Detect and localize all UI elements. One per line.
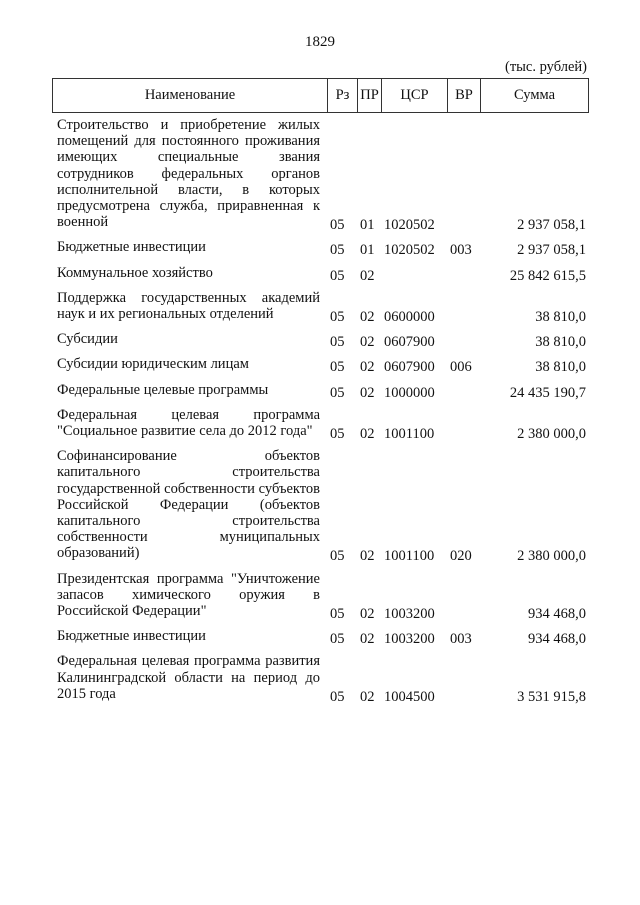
cell-csr: 1020502 [384, 242, 435, 259]
table-row [52, 382, 589, 407]
cell-rz: 05 [330, 548, 345, 565]
cell-vr [450, 334, 483, 359]
cell-rz: 05 [330, 242, 345, 259]
table-row [52, 331, 589, 356]
cell-pr: 02 [360, 606, 375, 623]
cell-csr: 0607900 [384, 359, 435, 376]
page-number: 1829 [305, 34, 335, 50]
cell-rz: 05 [330, 688, 345, 705]
cell-rz: 05 [330, 359, 345, 376]
cell-rz: 05 [330, 606, 345, 623]
cell-rz: 05 [330, 426, 345, 443]
cell-rz: 05 [330, 334, 345, 351]
cell-vr [450, 385, 483, 410]
cell-vr [450, 293, 483, 334]
cell-vr [450, 120, 483, 242]
cell-sum: 2 937 058,1 [517, 217, 586, 234]
cell-sum: 24 435 190,7 [509, 384, 586, 401]
cell-vr: 003 [450, 631, 472, 648]
table-header [52, 78, 589, 113]
cell-vr: 003 [450, 242, 472, 259]
cell-sum: 38 810,0 [535, 334, 586, 351]
cell-pr: 01 [360, 242, 375, 259]
cell-sum: 38 810,0 [535, 309, 586, 326]
cell-csr: 1004500 [384, 688, 435, 705]
cell-csr: 1003200 [384, 606, 435, 623]
cell-csr: 1020502 [384, 217, 435, 234]
cell-csr: 1001100 [384, 426, 435, 443]
cell-name: Субсидии [57, 331, 118, 348]
table-row [52, 265, 589, 290]
table-row [52, 653, 589, 711]
cell-name: Федеральные целевые программы [57, 381, 269, 398]
cell-vr: 006 [450, 359, 472, 376]
cell-sum: 38 810,0 [535, 359, 586, 376]
cell-pr: 02 [360, 267, 375, 284]
header-vr: ВР [448, 79, 481, 113]
cell-csr: 0600000 [384, 309, 435, 326]
cell-rz: 05 [330, 384, 345, 401]
header-rz: Рз [328, 79, 358, 113]
cell-name: Президентская программа "Уничтожение запасов химического оружия в Российской Федерации" [57, 570, 320, 620]
header-sum: Сумма [481, 79, 589, 113]
cell-pr: 02 [360, 548, 375, 565]
cell-rz: 05 [330, 309, 345, 326]
cell-csr: 1000000 [384, 384, 435, 401]
cell-name: Софинансирование объектов капитального строительства государственной собственности субъектов Российской Федерации (объектов капитального строительства собственности муниципальных образований) [57, 448, 320, 562]
table-row [52, 407, 589, 448]
table-row [52, 571, 589, 629]
cell-vr [450, 656, 483, 714]
cell-vr [450, 268, 483, 293]
cell-sum: 934 468,0 [528, 606, 586, 623]
header-csr: ЦСР [382, 79, 448, 113]
cell-name: Бюджетные инвестиции [57, 239, 206, 256]
cell-vr [450, 574, 483, 632]
cell-name: Федеральная целевая программа развития Калининградской области на период до 2015 года [57, 653, 320, 702]
budget-table [52, 117, 589, 711]
cell-pr: 01 [360, 217, 375, 234]
cell-csr [384, 268, 450, 293]
table-row [52, 290, 589, 331]
cell-name: Федеральная целевая программа "Социальное развитие села до 2012 года" [57, 406, 320, 440]
cell-rz: 05 [330, 217, 345, 234]
cell-pr: 02 [360, 384, 375, 401]
cell-rz: 05 [330, 631, 345, 648]
cell-sum: 934 468,0 [528, 631, 586, 648]
cell-name: Коммунальное хозяйство [57, 264, 213, 281]
cell-name: Поддержка государственных академий наук и их региональных отделений [57, 289, 320, 323]
cell-sum: 3 531 915,8 [517, 688, 586, 705]
cell-vr [450, 410, 483, 451]
cell-pr: 02 [360, 334, 375, 351]
cell-name: Строительство и приобретение жилых помещений для постоянного проживания имеющих специальные звания сотрудников федеральных органов исполнительной власти, в которых предусмотрена служба, приравненная к военной [57, 117, 320, 231]
table-row [52, 117, 589, 239]
cell-pr: 02 [360, 426, 375, 443]
table-row [52, 356, 589, 381]
units-label: (тыс. рублей) [505, 59, 587, 75]
cell-name: Субсидии юридическим лицам [57, 356, 249, 373]
cell-rz: 05 [330, 267, 345, 284]
cell-csr: 0607900 [384, 334, 435, 351]
cell-pr: 02 [360, 309, 375, 326]
table-row [52, 448, 589, 570]
cell-pr: 02 [360, 688, 375, 705]
cell-sum: 25 842 615,5 [509, 267, 586, 284]
cell-sum: 2 380 000,0 [517, 548, 586, 565]
cell-sum: 2 380 000,0 [517, 426, 586, 443]
cell-name: Бюджетные инвестиции [57, 628, 206, 645]
header-pr: ПР [358, 79, 382, 113]
cell-pr: 02 [360, 631, 375, 648]
cell-pr: 02 [360, 359, 375, 376]
cell-csr: 1003200 [384, 631, 435, 648]
header-name: Наименование [53, 79, 328, 113]
cell-csr: 1001100 [384, 548, 435, 565]
cell-sum: 2 937 058,1 [517, 242, 586, 259]
table-row [52, 239, 589, 264]
table-row [52, 628, 589, 653]
cell-vr: 020 [450, 548, 472, 565]
